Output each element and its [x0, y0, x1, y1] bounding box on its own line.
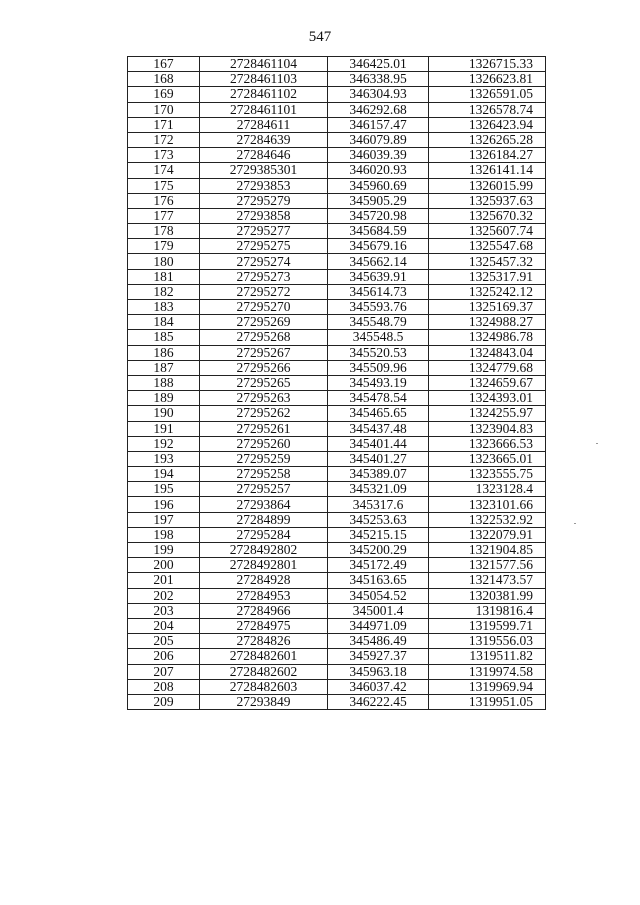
point-id-cell: 27295260 [200, 436, 328, 451]
y-coordinate-cell: 1324988.27 [429, 315, 546, 330]
point-number-cell: 209 [128, 694, 200, 709]
y-coordinate-cell: 1319974.58 [429, 664, 546, 679]
y-coordinate-cell: 1325607.74 [429, 224, 546, 239]
y-coordinate-cell: 1324255.97 [429, 406, 546, 421]
table-row [128, 254, 546, 269]
point-id-cell: 27295266 [200, 360, 328, 375]
point-number-cell: 181 [128, 269, 200, 284]
y-coordinate-cell: 1323665.01 [429, 451, 546, 466]
x-coordinate-cell: 346020.93 [328, 163, 429, 178]
y-coordinate-cell: 1323101.66 [429, 497, 546, 512]
y-coordinate-cell: 1326265.28 [429, 132, 546, 147]
point-id-cell: 27284826 [200, 634, 328, 649]
y-coordinate-cell: 1319511.82 [429, 649, 546, 664]
x-coordinate-cell: 346304.93 [328, 87, 429, 102]
y-coordinate-cell: 1319816.4 [429, 603, 546, 618]
point-number-cell: 204 [128, 618, 200, 633]
point-number-cell: 201 [128, 573, 200, 588]
point-number-cell: 178 [128, 224, 200, 239]
point-number-cell: 203 [128, 603, 200, 618]
point-number-cell: 174 [128, 163, 200, 178]
y-coordinate-cell: 1321473.57 [429, 573, 546, 588]
point-id-cell: 27284646 [200, 148, 328, 163]
table-row [128, 375, 546, 390]
y-coordinate-cell: 1326715.33 [429, 57, 546, 72]
y-coordinate-cell: 1325670.32 [429, 208, 546, 223]
x-coordinate-cell: 345486.49 [328, 634, 429, 649]
point-id-cell: 27295270 [200, 300, 328, 315]
point-id-cell: 27295279 [200, 193, 328, 208]
point-number-cell: 195 [128, 482, 200, 497]
point-number-cell: 171 [128, 117, 200, 132]
point-id-cell: 2728461103 [200, 72, 328, 87]
point-id-cell: 27284953 [200, 588, 328, 603]
table-row [128, 330, 546, 345]
x-coordinate-cell: 345389.07 [328, 467, 429, 482]
point-number-cell: 194 [128, 467, 200, 482]
table-row [128, 421, 546, 436]
y-coordinate-cell: 1319556.03 [429, 634, 546, 649]
table-row [128, 406, 546, 421]
x-coordinate-cell: 345172.49 [328, 558, 429, 573]
x-coordinate-cell: 345253.63 [328, 512, 429, 527]
point-number-cell: 175 [128, 178, 200, 193]
table-row [128, 512, 546, 527]
point-id-cell: 27284975 [200, 618, 328, 633]
point-id-cell: 27284928 [200, 573, 328, 588]
point-number-cell: 173 [128, 148, 200, 163]
coordinates-table [127, 56, 546, 710]
x-coordinate-cell: 345662.14 [328, 254, 429, 269]
x-coordinate-cell: 346425.01 [328, 57, 429, 72]
point-number-cell: 192 [128, 436, 200, 451]
y-coordinate-cell: 1326623.81 [429, 72, 546, 87]
table-row [128, 148, 546, 163]
table-row [128, 102, 546, 117]
point-id-cell: 2728482603 [200, 679, 328, 694]
point-number-cell: 188 [128, 375, 200, 390]
x-coordinate-cell: 345963.18 [328, 664, 429, 679]
point-number-cell: 170 [128, 102, 200, 117]
x-coordinate-cell: 345317.6 [328, 497, 429, 512]
table-row [128, 300, 546, 315]
x-coordinate-cell: 345215.15 [328, 527, 429, 542]
table-row [128, 345, 546, 360]
point-id-cell: 2728492801 [200, 558, 328, 573]
y-coordinate-cell: 1322532.92 [429, 512, 546, 527]
point-number-cell: 199 [128, 543, 200, 558]
point-number-cell: 191 [128, 421, 200, 436]
y-coordinate-cell: 1326184.27 [429, 148, 546, 163]
point-id-cell: 27295277 [200, 224, 328, 239]
table-row [128, 269, 546, 284]
table-body [128, 57, 546, 710]
table-row [128, 664, 546, 679]
x-coordinate-cell: 345321.09 [328, 482, 429, 497]
point-id-cell: 27284611 [200, 117, 328, 132]
y-coordinate-cell: 1325547.68 [429, 239, 546, 254]
table-row [128, 208, 546, 223]
table-row [128, 163, 546, 178]
point-number-cell: 207 [128, 664, 200, 679]
x-coordinate-cell: 345437.48 [328, 421, 429, 436]
y-coordinate-cell: 1325937.63 [429, 193, 546, 208]
x-coordinate-cell: 345520.53 [328, 345, 429, 360]
y-coordinate-cell: 1323555.75 [429, 467, 546, 482]
point-id-cell: 27284639 [200, 132, 328, 147]
scan-mark [574, 523, 576, 524]
point-id-cell: 27295275 [200, 239, 328, 254]
y-coordinate-cell: 1323666.53 [429, 436, 546, 451]
table-row [128, 588, 546, 603]
y-coordinate-cell: 1319969.94 [429, 679, 546, 694]
y-coordinate-cell: 1326578.74 [429, 102, 546, 117]
table-row [128, 239, 546, 254]
table-row [128, 360, 546, 375]
table-row [128, 558, 546, 573]
x-coordinate-cell: 346157.47 [328, 117, 429, 132]
x-coordinate-cell: 346039.39 [328, 148, 429, 163]
y-coordinate-cell: 1324986.78 [429, 330, 546, 345]
y-coordinate-cell: 1321577.56 [429, 558, 546, 573]
table-row [128, 117, 546, 132]
y-coordinate-cell: 1321904.85 [429, 543, 546, 558]
x-coordinate-cell: 345679.16 [328, 239, 429, 254]
point-number-cell: 176 [128, 193, 200, 208]
point-id-cell: 27295263 [200, 391, 328, 406]
table-row [128, 497, 546, 512]
y-coordinate-cell: 1320381.99 [429, 588, 546, 603]
y-coordinate-cell: 1326591.05 [429, 87, 546, 102]
y-coordinate-cell: 1325242.12 [429, 284, 546, 299]
table-row [128, 87, 546, 102]
x-coordinate-cell: 345509.96 [328, 360, 429, 375]
y-coordinate-cell: 1325169.37 [429, 300, 546, 315]
y-coordinate-cell: 1325457.32 [429, 254, 546, 269]
point-number-cell: 198 [128, 527, 200, 542]
point-id-cell: 27295274 [200, 254, 328, 269]
point-id-cell: 27295258 [200, 467, 328, 482]
y-coordinate-cell: 1326141.14 [429, 163, 546, 178]
point-id-cell: 27295268 [200, 330, 328, 345]
table-row [128, 543, 546, 558]
y-coordinate-cell: 1319599.71 [429, 618, 546, 633]
point-number-cell: 205 [128, 634, 200, 649]
point-id-cell: 2728461104 [200, 57, 328, 72]
point-number-cell: 208 [128, 679, 200, 694]
y-coordinate-cell: 1326015.99 [429, 178, 546, 193]
point-number-cell: 187 [128, 360, 200, 375]
point-number-cell: 177 [128, 208, 200, 223]
scan-mark [596, 443, 598, 444]
table-row [128, 72, 546, 87]
x-coordinate-cell: 346292.68 [328, 102, 429, 117]
point-id-cell: 2728482602 [200, 664, 328, 679]
y-coordinate-cell: 1319951.05 [429, 694, 546, 709]
x-coordinate-cell: 345593.76 [328, 300, 429, 315]
point-id-cell: 27293853 [200, 178, 328, 193]
point-id-cell: 27295269 [200, 315, 328, 330]
table-row [128, 57, 546, 72]
point-number-cell: 196 [128, 497, 200, 512]
point-number-cell: 190 [128, 406, 200, 421]
point-id-cell: 27293849 [200, 694, 328, 709]
point-id-cell: 2728461101 [200, 102, 328, 117]
table-row [128, 132, 546, 147]
y-coordinate-cell: 1324393.01 [429, 391, 546, 406]
point-number-cell: 180 [128, 254, 200, 269]
point-number-cell: 200 [128, 558, 200, 573]
x-coordinate-cell: 346222.45 [328, 694, 429, 709]
table-row [128, 527, 546, 542]
point-id-cell: 2728482601 [200, 649, 328, 664]
x-coordinate-cell: 345200.29 [328, 543, 429, 558]
table-row [128, 694, 546, 709]
point-id-cell: 2729385301 [200, 163, 328, 178]
y-coordinate-cell: 1326423.94 [429, 117, 546, 132]
point-id-cell: 27295273 [200, 269, 328, 284]
point-id-cell: 27295265 [200, 375, 328, 390]
x-coordinate-cell: 344971.09 [328, 618, 429, 633]
point-id-cell: 27284966 [200, 603, 328, 618]
x-coordinate-cell: 345548.5 [328, 330, 429, 345]
x-coordinate-cell: 345639.91 [328, 269, 429, 284]
x-coordinate-cell: 345684.59 [328, 224, 429, 239]
point-id-cell: 27295284 [200, 527, 328, 542]
x-coordinate-cell: 345054.52 [328, 588, 429, 603]
coordinates-table-container [127, 56, 546, 710]
y-coordinate-cell: 1323128.4 [429, 482, 546, 497]
table-row [128, 618, 546, 633]
x-coordinate-cell: 345401.27 [328, 451, 429, 466]
x-coordinate-cell: 345478.54 [328, 391, 429, 406]
point-number-cell: 189 [128, 391, 200, 406]
x-coordinate-cell: 345905.29 [328, 193, 429, 208]
point-id-cell: 27295257 [200, 482, 328, 497]
point-number-cell: 183 [128, 300, 200, 315]
table-row [128, 603, 546, 618]
table-row [128, 679, 546, 694]
x-coordinate-cell: 345720.98 [328, 208, 429, 223]
table-row [128, 224, 546, 239]
table-row [128, 451, 546, 466]
y-coordinate-cell: 1322079.91 [429, 527, 546, 542]
point-number-cell: 172 [128, 132, 200, 147]
y-coordinate-cell: 1324659.67 [429, 375, 546, 390]
y-coordinate-cell: 1323904.83 [429, 421, 546, 436]
table-row [128, 193, 546, 208]
point-number-cell: 169 [128, 87, 200, 102]
x-coordinate-cell: 346338.95 [328, 72, 429, 87]
point-id-cell: 27295262 [200, 406, 328, 421]
point-id-cell: 27293858 [200, 208, 328, 223]
x-coordinate-cell: 346037.42 [328, 679, 429, 694]
table-row [128, 467, 546, 482]
point-number-cell: 179 [128, 239, 200, 254]
x-coordinate-cell: 345465.65 [328, 406, 429, 421]
y-coordinate-cell: 1325317.91 [429, 269, 546, 284]
x-coordinate-cell: 345548.79 [328, 315, 429, 330]
table-row [128, 573, 546, 588]
point-number-cell: 168 [128, 72, 200, 87]
table-row [128, 315, 546, 330]
point-id-cell: 27295272 [200, 284, 328, 299]
y-coordinate-cell: 1324843.04 [429, 345, 546, 360]
point-number-cell: 167 [128, 57, 200, 72]
point-id-cell: 2728492802 [200, 543, 328, 558]
table-row [128, 178, 546, 193]
table-row [128, 634, 546, 649]
point-number-cell: 202 [128, 588, 200, 603]
x-coordinate-cell: 345401.44 [328, 436, 429, 451]
x-coordinate-cell: 345163.65 [328, 573, 429, 588]
point-number-cell: 182 [128, 284, 200, 299]
point-id-cell: 27295261 [200, 421, 328, 436]
point-number-cell: 185 [128, 330, 200, 345]
table-row [128, 284, 546, 299]
point-number-cell: 186 [128, 345, 200, 360]
point-number-cell: 184 [128, 315, 200, 330]
table-row [128, 436, 546, 451]
point-id-cell: 2728461102 [200, 87, 328, 102]
table-row [128, 391, 546, 406]
page-number: 547 [308, 29, 332, 45]
x-coordinate-cell: 345927.37 [328, 649, 429, 664]
x-coordinate-cell: 345493.19 [328, 375, 429, 390]
point-number-cell: 193 [128, 451, 200, 466]
x-coordinate-cell: 345614.73 [328, 284, 429, 299]
x-coordinate-cell: 345960.69 [328, 178, 429, 193]
point-id-cell: 27284899 [200, 512, 328, 527]
x-coordinate-cell: 345001.4 [328, 603, 429, 618]
x-coordinate-cell: 346079.89 [328, 132, 429, 147]
point-number-cell: 206 [128, 649, 200, 664]
point-id-cell: 27293864 [200, 497, 328, 512]
point-id-cell: 27295259 [200, 451, 328, 466]
y-coordinate-cell: 1324779.68 [429, 360, 546, 375]
point-id-cell: 27295267 [200, 345, 328, 360]
table-row [128, 649, 546, 664]
point-number-cell: 197 [128, 512, 200, 527]
table-row [128, 482, 546, 497]
